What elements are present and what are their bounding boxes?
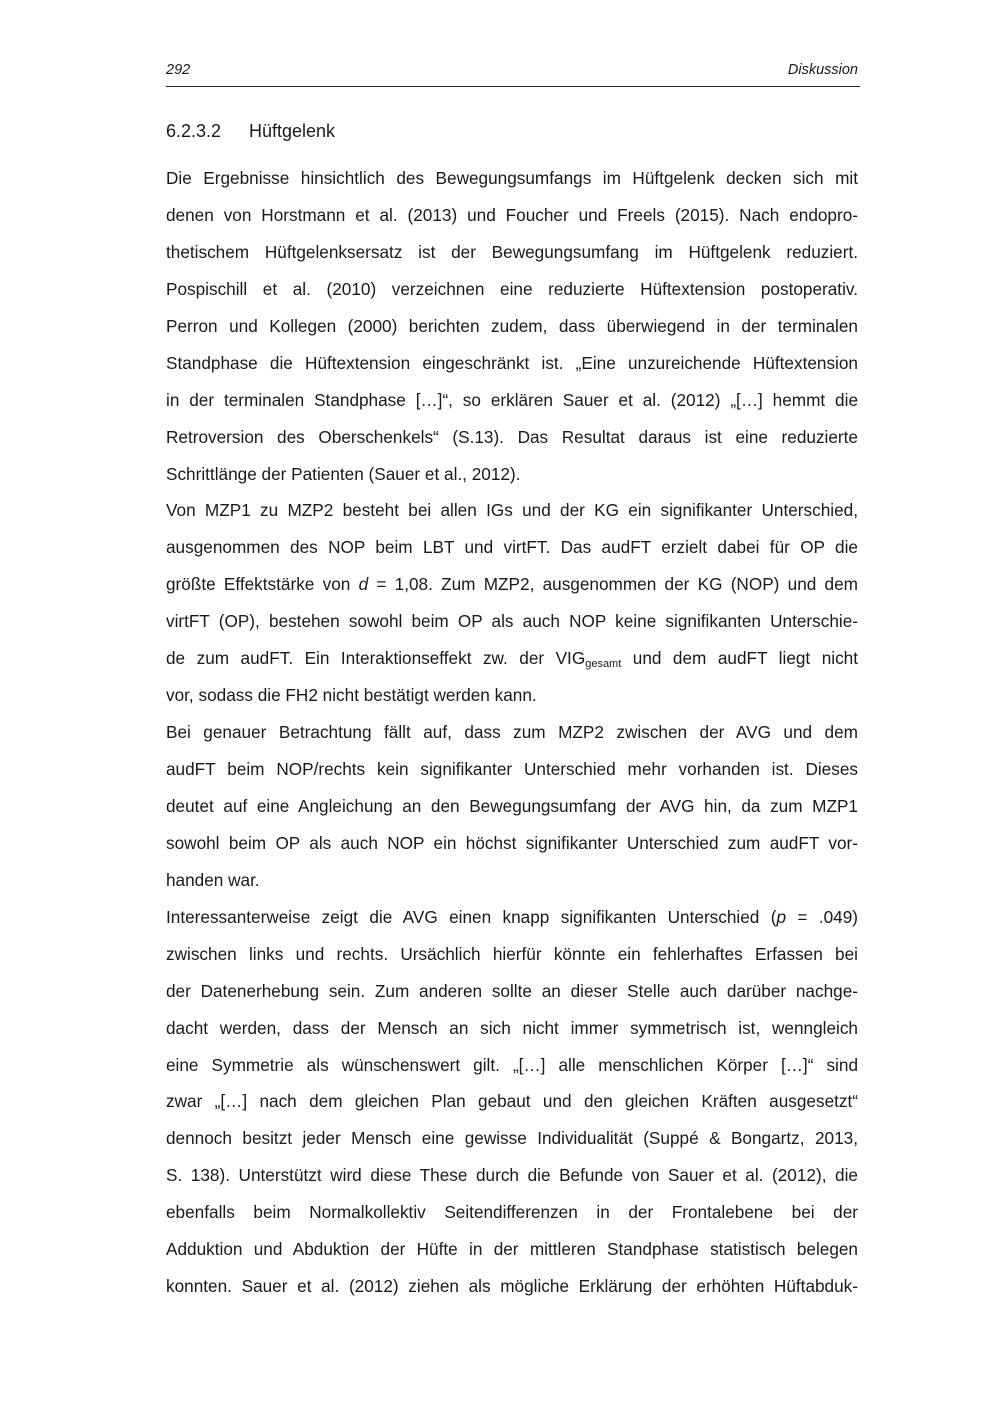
running-header — [166, 60, 860, 87]
text-line: Bei genauer Betrachtung fällt auf, dass zum MZP2 zwischen der AVG und dem — [166, 722, 858, 743]
paragraph — [166, 492, 858, 714]
section-number: 6.2.3.2 — [166, 121, 222, 141]
paragraph — [166, 899, 858, 1305]
text-line: Standphase die Hüftextension eingeschränkt ist. „Eine unzureichende Hüftextension — [166, 352, 858, 373]
text-segment: = .049) — [786, 906, 859, 927]
text-line: zwar „[…] nach dem gleichen Plan gebaut und den gleichen Kräften ausgesetzt“ — [166, 1091, 858, 1112]
text-line: dacht werden, dass der Mensch an sich nicht immer symmetrisch ist, wenngleich — [166, 1017, 858, 1038]
text-line: audFT beim NOP/rechts kein signifikanter Unterschied mehr vorhanden ist. Dieses — [166, 759, 858, 779]
subscript: gesamt — [585, 658, 622, 671]
text-line: Die Ergebnisse hinsichtlich des Bewegungsumfangs im Hüftgelenk decken sich mit — [166, 168, 858, 188]
text-line: sowohl beim OP als auch NOP ein höchst signifikanter Unterschied zum audFT vor- — [166, 832, 858, 853]
text-line: Schrittlänge der Patienten (Sauer et al., 2012). — [166, 463, 521, 484]
text-line: ausgenommen des NOP beim LBT und virtFT. Das audFT erzielt dabei für OP die — [166, 537, 858, 558]
text-line: vor, sodass die FH2 nicht bestätigt werden kann. — [166, 685, 537, 706]
chapter-title: Diskussion — [787, 62, 858, 78]
text-line: S. 138). Unterstützt wird diese These durch die Befunde von Sauer et al. (2012), die — [166, 1165, 858, 1186]
text-line: dennoch besitzt jeder Mensch eine gewisse Individualität (Suppé & Bongartz, 2013, — [166, 1128, 858, 1149]
body-text — [166, 160, 858, 1305]
text-line: der Datenerhebung sein. Zum anderen sollte an dieser Stelle auch darüber nachge- — [166, 980, 858, 1001]
paragraph — [166, 160, 858, 492]
text-line: in der terminalen Standphase […]“, so erklären Sauer et al. (2012) „[…] hemmt die — [166, 389, 858, 410]
text-segment: de zum audFT. Ein Interaktionseffekt zw. der VIG — [166, 648, 586, 669]
text-line: handen war. — [166, 869, 260, 890]
text-line: thetischem Hüftgelenksersatz ist der Bewegungsumfang im Hüftgelenk reduziert. — [166, 241, 858, 262]
text-line: Pospischill et al. (2010) verzeichnen eine reduzierte Hüftextension postoperativ. — [166, 278, 858, 299]
text-segment: = 1,08. Zum MZP2, ausgenommen der KG (NOP) und dem — [368, 574, 858, 595]
text-segment: größte Effektstärke von — [166, 574, 359, 595]
section-title: Hüftgelenk — [249, 121, 336, 141]
text-line: eine Symmetrie als wünschenswert gilt. „[…] alle menschlichen Körper […]“ sind — [166, 1054, 858, 1075]
text-line: virtFT (OP), bestehen sowohl beim OP als auch NOP keine signifikanten Unterschie- — [166, 611, 858, 632]
text-line: deutet auf eine Angleichung an den Bewegungsumfang der AVG hin, da zum MZP1 — [166, 795, 858, 816]
paragraph — [166, 714, 858, 899]
text-line: Retroversion des Oberschenkels“ (S.13). Das Resultat daraus ist eine reduzierte — [166, 426, 858, 447]
text-line: Perron und Kollegen (2000) berichten zudem, dass überwiegend in der terminalen — [166, 315, 858, 336]
text-line: denen von Horstmann et al. (2013) und Foucher und Freels (2015). Nach endopro- — [166, 204, 858, 225]
text-line: konnten. Sauer et al. (2012) ziehen als mögliche Erklärung der erhöhten Hüftabduk- — [166, 1276, 858, 1297]
text-line: zwischen links und rechts. Ursächlich hierfür könnte ein fehlerhaftes Erfassen bei — [166, 943, 858, 964]
text-segment: und dem audFT liegt nicht — [621, 648, 858, 669]
text-line — [166, 566, 858, 603]
text-line — [166, 899, 858, 936]
text-line — [166, 640, 858, 677]
italic-symbol: p — [776, 906, 787, 927]
section-heading — [166, 120, 335, 142]
italic-symbol: d — [358, 574, 369, 595]
text-line: Von MZP1 zu MZP2 besteht bei allen IGs und der KG ein signifikanter Unterschied, — [166, 500, 858, 521]
text-segment: Interessanterweise zeigt die AVG einen knapp signifikanten Unterschied ( — [166, 906, 777, 927]
text-line: ebenfalls beim Normalkollektiv Seitendifferenzen in der Frontalebene bei der — [166, 1202, 858, 1223]
page-number: 292 — [166, 62, 191, 78]
text-line: Adduktion und Abduktion der Hüfte in der mittleren Standphase statistisch belegen — [166, 1239, 858, 1260]
